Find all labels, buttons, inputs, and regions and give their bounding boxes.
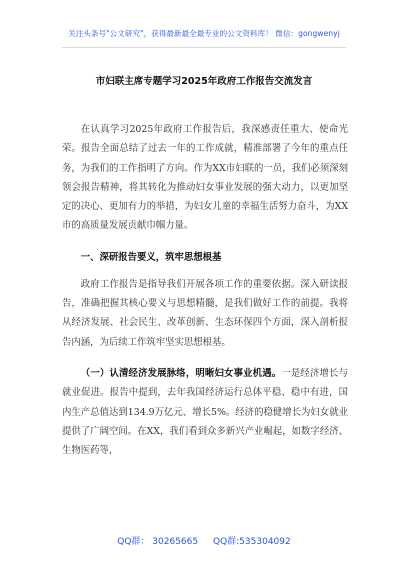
header-divider (62, 47, 346, 48)
document-body (62, 120, 348, 460)
paragraph-subsection-1-text: 一是经济增长与就业促进。报告中提到，去年我国经济运行总体平稳、稳中有进，国内生产总值达到134.9万亿元、增长5%。经济的稳健增长为妇女就业提供了广阔空间。在XX，我们看到众多新兴产业崛起，如数字经济、生物医药等， (62, 367, 348, 457)
paragraph-section-1: 政府工作报告是指导我们开展各项工作的重要依据。深入研读报告，准确把握其核心要义与思想精髓，是我们做好工作的前提。我将从经济发展、社会民生、改革创新、生态环保四个方面，深入剖析报告内涵，为后续工作筑牢坚实思想根基。 (62, 278, 348, 348)
paragraph-subsection-1 (62, 364, 348, 460)
header-promo-note: 关注头条号"公文研究"，获得最新最全最专业的公文资料库！ 微信：gongwenyj (68, 29, 340, 38)
paragraph-intro: 在认真学习2025年政府工作报告后，我深感责任重大、使命光荣。报告全面总结了过去一年的工作成就，精准部署了今年的重点任务，为我们的工作指明了方向。作为XX市妇联的一员，我们必须深刻领会报告精神，将其转化为推动妇女事业发展的强大动力，以更加坚定的决心、更加有力的举措，为妇女儿童的幸福生活努力奋斗，为XX市的高质量发展贡献巾帼力量。 (62, 124, 348, 232)
footer-qq-2: QQ群:535304092 (212, 537, 291, 547)
footer-qq-1: QQ群： 30265665 (117, 537, 199, 547)
footer-contact (0, 534, 408, 547)
subheading-1: （一）认清经济发展脉络，明晰妇女事业机遇。 (80, 367, 282, 379)
document-title: 市妇联主席专题学习2025年政府工作报告交流发言 (95, 76, 313, 87)
section-heading-1: 一、深研报告要义，筑牢思想根基 (80, 251, 222, 263)
